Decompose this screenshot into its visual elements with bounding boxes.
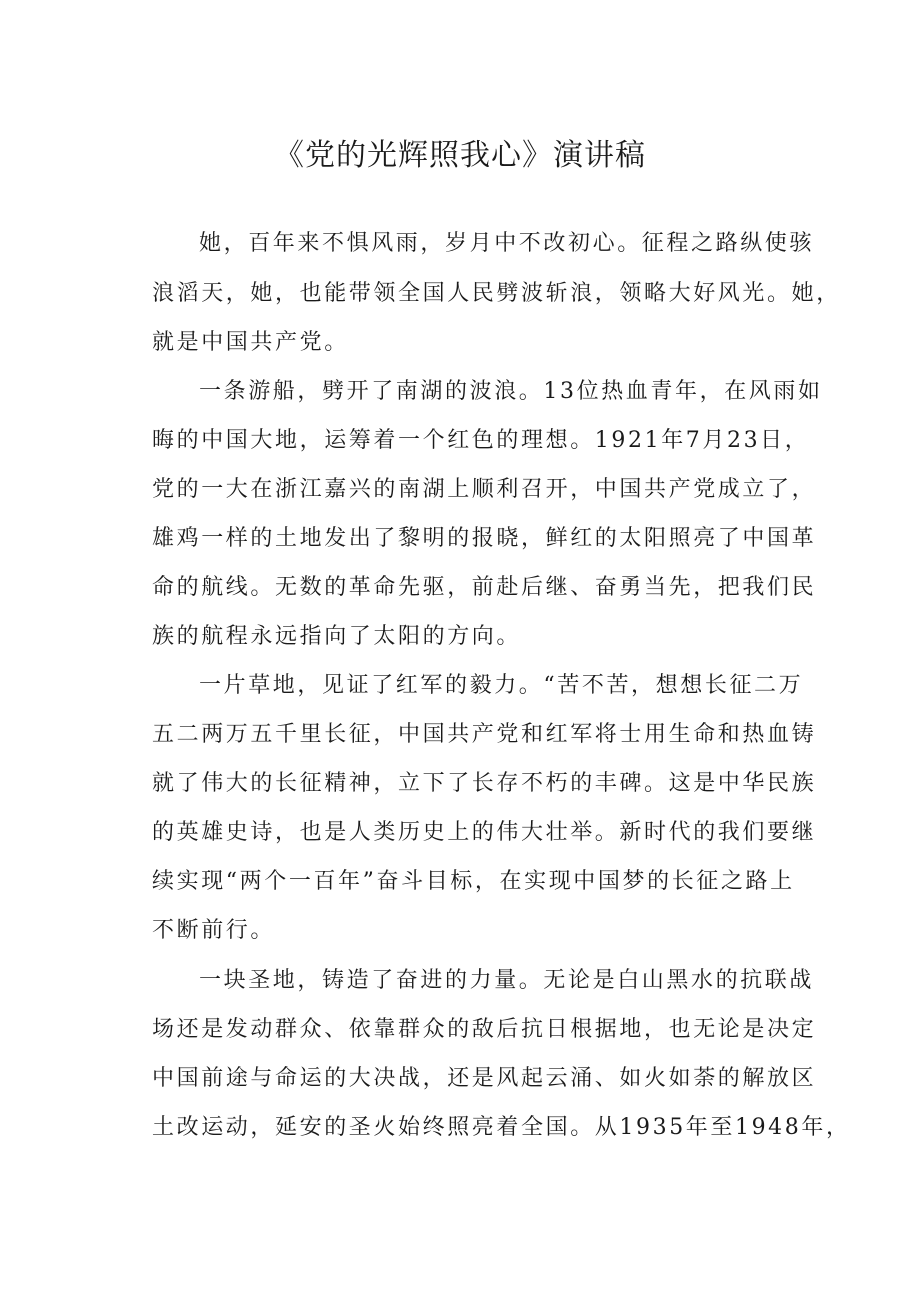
paragraph-2-line-6: 族的航程永远指向了太阳的方向。 bbox=[152, 624, 522, 649]
paragraph-3-line-3: 就了伟大的长征精神，立下了长存不朽的丰碑。这是中华民族 bbox=[152, 771, 817, 796]
document-title: 《党的光辉照我心》演讲稿 bbox=[274, 138, 646, 173]
paragraph-1-line-2: 浪滔天，她，也能带领全国人民劈波斩浪，领略大好风光。她， bbox=[152, 281, 841, 306]
paragraph-4-line-4: 土改运动，延安的圣火始终照亮着全国。从1935年至1948年， bbox=[152, 1115, 851, 1140]
paragraph-3-line-4: 的英雄史诗，也是人类历史上的伟大壮举。新时代的我们要继 bbox=[152, 820, 817, 845]
paragraph-4-line-1: 一块圣地，铸造了奋进的力量。无论是白山黑水的抗联战 bbox=[199, 968, 815, 993]
paragraph-2-line-5: 命的航线。无数的革命先驱，前赴后继、奋勇当先，把我们民 bbox=[152, 575, 817, 600]
paragraph-1-line-3: 就是中国共产党。 bbox=[152, 330, 349, 355]
paragraph-4-line-3: 中国前途与命运的大决战，还是风起云涌、如火如荼的解放区 bbox=[152, 1066, 817, 1091]
paragraph-3-line-5: 续实现“两个一百年”奋斗目标，在实现中国梦的长征之路上 bbox=[152, 869, 795, 894]
paragraph-3-line-2: 五二两万五千里长征，中国共产党和红军将士用生命和热血铸 bbox=[152, 722, 817, 747]
paragraph-2-line-2: 晦的中国大地，运筹着一个红色的理想。1921年7月23日， bbox=[152, 428, 810, 453]
paragraph-2-line-4: 雄鸡一样的土地发出了黎明的报晓，鲜红的太阳照亮了中国革 bbox=[152, 526, 817, 551]
paragraph-3-line-6: 不断前行。 bbox=[152, 918, 276, 943]
paragraph-2-line-1: 一条游船，劈开了南湖的波浪。13位热血青年，在风雨如 bbox=[199, 379, 823, 404]
paragraph-1-line-1: 她，百年来不惧风雨，岁月中不改初心。征程之路纵使骇 bbox=[199, 231, 815, 256]
paragraph-2-line-3: 党的一大在浙江嘉兴的南湖上顺利召开，中国共产党成立了， bbox=[152, 477, 817, 502]
paragraph-3-line-1: 一片草地，见证了红军的毅力。“苦不苦，想想长征二万 bbox=[199, 673, 804, 698]
paragraph-4-line-2: 场还是发动群众、依靠群众的敌后抗日根据地，也无论是决定 bbox=[152, 1017, 817, 1042]
